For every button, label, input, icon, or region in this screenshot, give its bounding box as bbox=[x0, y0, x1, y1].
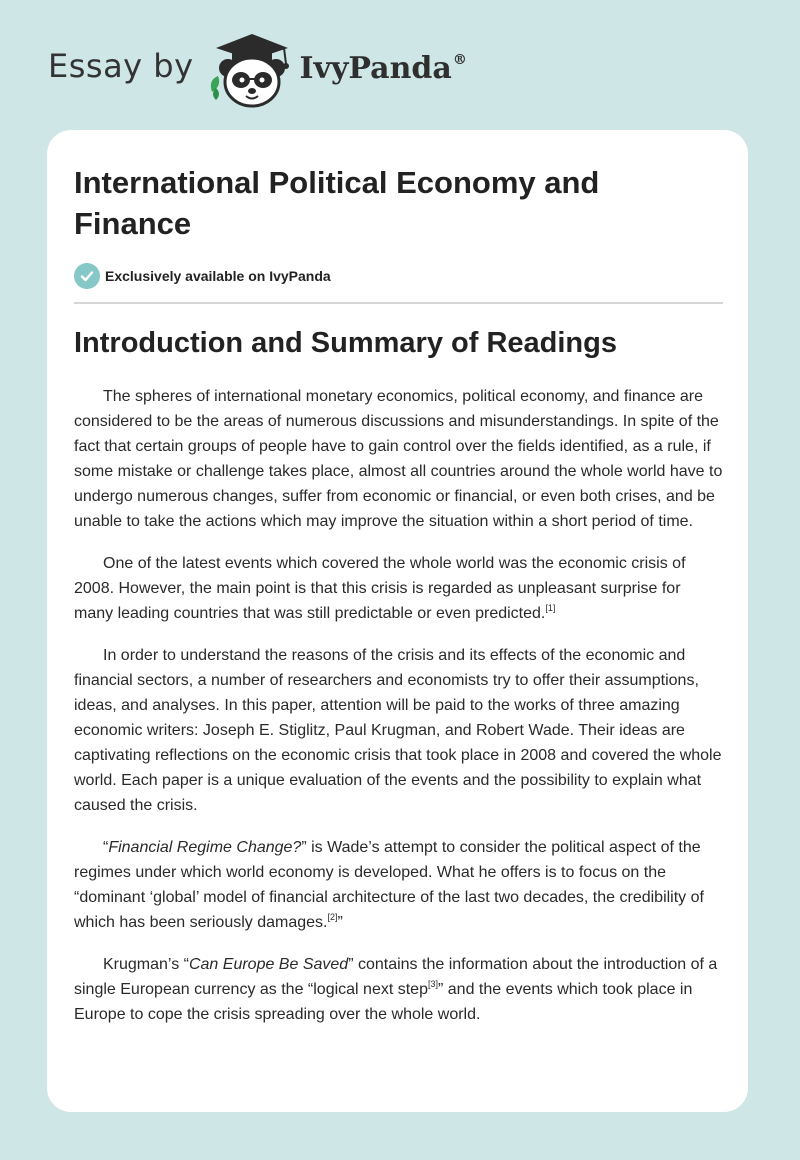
exclusive-badge bbox=[74, 263, 331, 289]
footnote-ref[interactable]: [1] bbox=[545, 603, 556, 613]
quote-mark: ” bbox=[337, 914, 343, 931]
paragraph-text: Krugman’s “ bbox=[103, 956, 189, 973]
paragraph-text: ” contains the information about the introduction of a single European currency as the “logical next step bbox=[74, 956, 718, 998]
paragraph-text: ” and the events which took place in Europe to cope the crisis spreading over the whole world. bbox=[74, 981, 693, 1023]
section-heading: Introduction and Summary of Readings bbox=[74, 327, 617, 359]
registered-mark: ® bbox=[452, 51, 467, 68]
divider bbox=[74, 302, 723, 304]
footnote-ref[interactable]: [3] bbox=[427, 979, 438, 989]
paragraph-text: The spheres of international monetary economics, political economy, and finance are considered to be the areas of numerous discussions and misunderstandings. In spite of the fact that certain groups of people have to gain control over the fields identified, as a rule, if some mistake or challenge takes place, almost all countries around the whole world have to undergo numerous changes, suffer from economic or financial, or even both crises, and be unable to take the actions which may improve the situation within a short period of time. bbox=[74, 388, 723, 530]
ivypanda-brand[interactable] bbox=[300, 51, 467, 86]
paragraph bbox=[74, 835, 724, 935]
work-title: Financial Regime Change? bbox=[108, 839, 302, 856]
paragraph bbox=[74, 384, 724, 534]
paragraph-text: One of the latest events which covered the whole world was the economic crisis of 2008. However, the main point is that this crisis is regarded as unpleasant surprise for many leading countries that was still predictable or even predicted. bbox=[74, 555, 686, 622]
essay-by-label: Essay by bbox=[48, 47, 194, 85]
site-header bbox=[48, 30, 648, 110]
paragraph-text: ” is Wade’s attempt to consider the political aspect of the regimes under which world economy is developed. What he offers is to focus on the “dominant ‘global’ model of financial architecture of the last two decades, the credibility of which has been seriously damages. bbox=[74, 839, 704, 931]
brand-name-text: IvyPanda bbox=[299, 50, 452, 86]
checkmark-icon bbox=[74, 263, 100, 289]
footnote-ref[interactable]: [2] bbox=[327, 912, 338, 922]
exclusive-badge-label: Exclusively available on IvyPanda bbox=[105, 268, 331, 284]
essay-body bbox=[74, 384, 724, 1044]
panda-graduate-icon[interactable] bbox=[206, 30, 298, 110]
essay-card bbox=[47, 130, 748, 1112]
work-title: Can Europe Be Saved bbox=[188, 956, 349, 973]
quote-mark: “ bbox=[103, 839, 109, 856]
paragraph bbox=[74, 643, 724, 818]
essay-title: International Political Economy and Finance bbox=[74, 165, 600, 241]
paragraph bbox=[74, 551, 724, 626]
paragraph-text: In order to understand the reasons of the crisis and its effects of the economic and financial sectors, a number of researchers and economists try to offer their assumptions, ideas, and analyses. In this paper, attention will be paid to the works of three amazing economic writers: Joseph E. Stiglitz, Paul Krugman, and Robert Wade. Their ideas are captivating reflections on the economic crisis that took place in 2008 and covered the whole world. Each paper is a unique evaluation of the events and the possibility to explain what caused the crisis. bbox=[74, 647, 722, 814]
paragraph bbox=[74, 952, 724, 1027]
